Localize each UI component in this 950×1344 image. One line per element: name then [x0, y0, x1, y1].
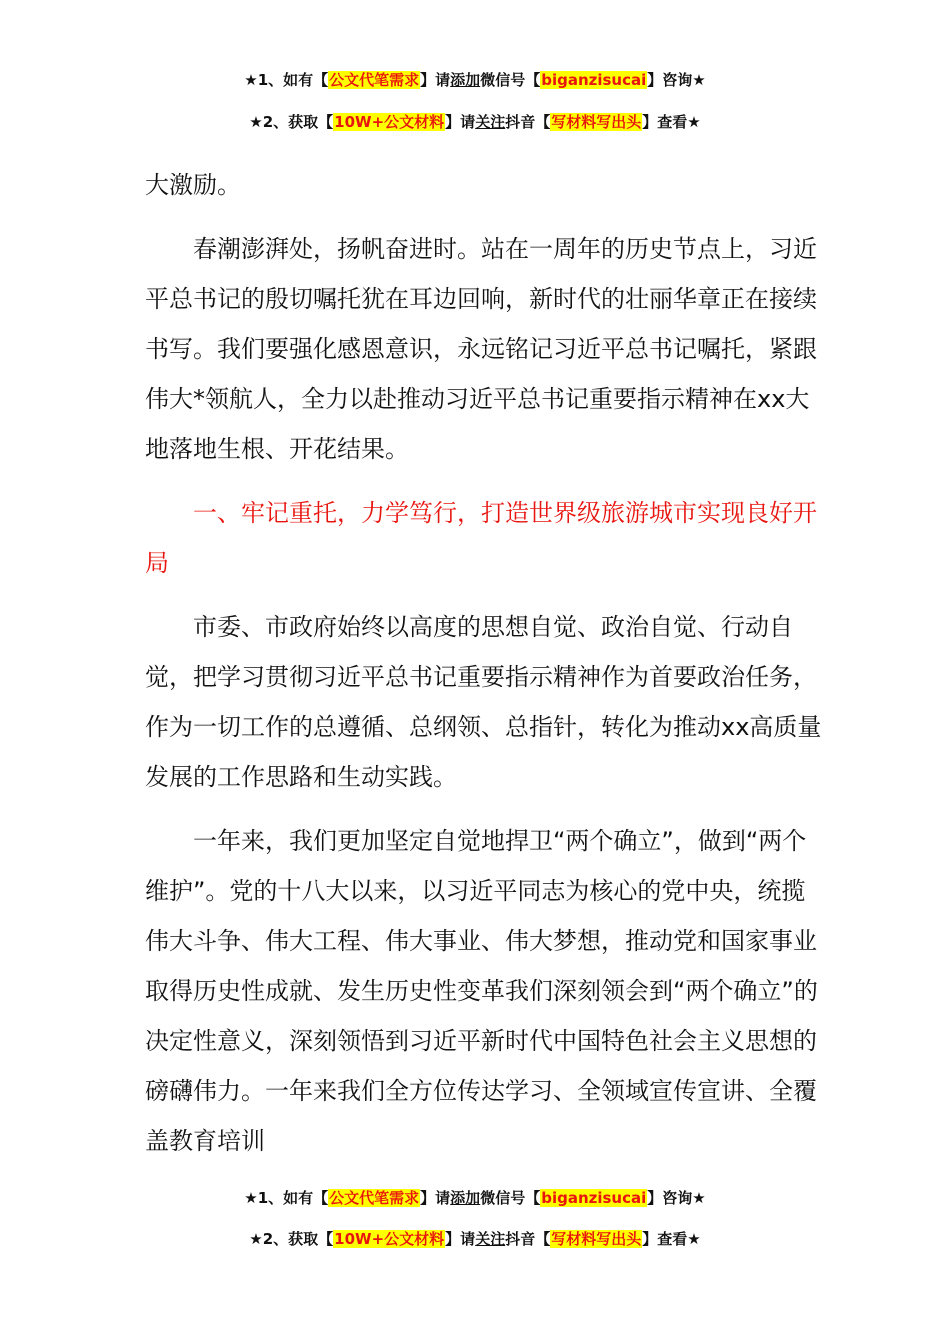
section-heading: 一、牢记重托，力学笃行，打造世界级旅游城市实现良好开局 [145, 499, 817, 577]
star-icon: ★ [692, 71, 706, 89]
star-icon: ★ [249, 1230, 263, 1248]
header-line-2 [0, 110, 950, 134]
banner-text: 】请 [420, 71, 451, 89]
banner-text: 抖音【 [505, 113, 551, 131]
douyin-id: 写材料写出头 [551, 1230, 642, 1248]
wechat-id: biganzisucai [541, 71, 647, 89]
banner-text: 微信号【 [480, 1189, 541, 1207]
banner-text: 2、获取【 [262, 1230, 334, 1248]
highlight-text: 10W+公文材料 [334, 1230, 445, 1248]
star-icon: ★ [244, 1189, 258, 1207]
paragraph: 一年来，我们更加坚定自觉地捍卫“两个确立”，做到“两个维护”。党的十八大以来，以习近平同志为核心的党中央，统揽伟大斗争、伟大工程、伟大事业、伟大梦想，推动党和国家事业取得历史性成就、发生历史性变革我们深刻领会到“两个确立”的决定性意义，深刻领悟到习近平新时代中国特色社会主义思想的磅礴伟力。一年来我们全方位传达学习、全领域宣传宣讲、全覆盖教育培训 [145, 827, 818, 1155]
banner-text: 微信号【 [480, 71, 541, 89]
douyin-id: 写材料写出头 [551, 113, 642, 131]
star-icon: ★ [687, 113, 701, 131]
underlined-text: 关注 [475, 113, 506, 131]
paragraph-continuation: 大激励。 [145, 171, 241, 199]
banner-text: 】查看 [642, 1230, 688, 1248]
banner-text: 】请 [445, 1230, 476, 1248]
banner-text: 2、获取【 [262, 113, 334, 131]
star-icon: ★ [244, 71, 258, 89]
underlined-text: 添加 [450, 1189, 481, 1207]
banner-text: 1、如有【 [257, 71, 329, 89]
banner-text: 抖音【 [505, 1230, 551, 1248]
star-icon: ★ [687, 1230, 701, 1248]
banner-text: 】查看 [642, 113, 688, 131]
underlined-text: 关注 [475, 1230, 506, 1248]
banner-text: 】请 [420, 1189, 451, 1207]
header-line-1 [0, 68, 950, 92]
banner-text: 】请 [445, 113, 476, 131]
highlight-text: 公文代笔需求 [329, 71, 420, 89]
banner-text: 】咨询 [647, 71, 693, 89]
paragraph: 春潮澎湃处，扬帆奋进时。站在一周年的历史节点上，习近平总书记的殷切嘱托犹在耳边回响，新时代的壮丽华章正在接续书写。我们要强化感恩意识，永远铭记习近平总书记嘱托，紧跟伟大*领航人，全力以赴推动习近平总书记重要指示精神在xx大地落地生根、开花结果。 [145, 235, 817, 463]
banner-text: 1、如有【 [257, 1189, 329, 1207]
star-icon: ★ [692, 1189, 706, 1207]
highlight-text: 公文代笔需求 [329, 1189, 420, 1207]
star-icon: ★ [249, 113, 263, 131]
footer-line-1 [0, 1186, 950, 1210]
highlight-text: 10W+公文材料 [334, 113, 445, 131]
underlined-text: 添加 [450, 71, 481, 89]
footer-line-2 [0, 1227, 950, 1251]
paragraph: 市委、市政府始终以高度的思想自觉、政治自觉、行动自觉，把学习贯彻习近平总书记重要指示精神作为首要政治任务，作为一切工作的总遵循、总纲领、总指针，转化为推动xx高质量发展的工作思路和生动实践。 [145, 613, 822, 791]
document-body [145, 160, 825, 1166]
banner-text: 】咨询 [647, 1189, 693, 1207]
wechat-id: biganzisucai [541, 1189, 647, 1207]
